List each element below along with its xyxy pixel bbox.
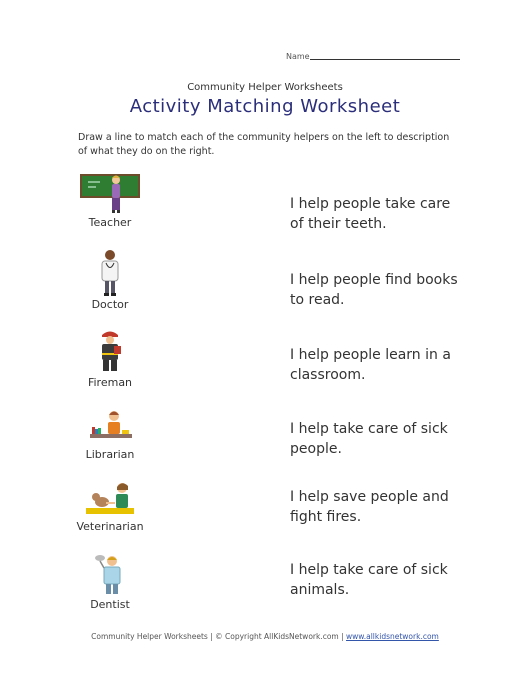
name-line: [310, 59, 460, 60]
helper-doctor: [70, 248, 150, 311]
helper-dentist: [70, 552, 150, 611]
footer-text: Community Helper Worksheets | © Copyright AllKidsNetwork.com |: [91, 632, 347, 641]
description-item: [290, 419, 490, 459]
description-line: of their teeth.: [290, 216, 387, 232]
description-item: [290, 487, 490, 527]
helper-label: Dentist: [90, 598, 130, 611]
helper-teacher: [70, 172, 150, 229]
dentist-illustration: [92, 552, 128, 596]
description-item: [290, 560, 490, 600]
helper-label: Librarian: [85, 448, 135, 461]
description-line: animals.: [290, 582, 350, 598]
worksheet-subtitle: Community Helper Worksheets: [187, 82, 343, 93]
description-line: classroom.: [290, 367, 366, 383]
doctor-illustration: [95, 248, 125, 296]
helper-veterinarian: [70, 480, 150, 533]
helper-librarian: [70, 408, 150, 461]
description-line: I help people take care: [290, 196, 451, 212]
teacher-illustration: [80, 172, 140, 214]
helper-label: Teacher: [88, 216, 132, 229]
helper-label: Fireman: [87, 376, 133, 389]
helper-fireman: [70, 328, 150, 389]
description-line: I help people find books: [290, 272, 458, 288]
description-line: I help people learn in a: [290, 347, 451, 363]
fireman-illustration: [94, 328, 126, 374]
description-item: [290, 345, 490, 385]
veterinarian-illustration: [84, 480, 136, 518]
worksheet-title: Activity Matching Worksheet: [129, 96, 401, 117]
description-line: I help take care of sick: [290, 421, 448, 437]
description-item: [290, 270, 490, 310]
helper-label: Veterinarian: [76, 520, 144, 533]
description-line: I help save people and: [290, 489, 449, 505]
description-line: people.: [290, 441, 342, 457]
instructions: Draw a line to match each of the community helpers on the left to description of what they do on the right.: [78, 132, 450, 157]
helper-label: Doctor: [91, 298, 129, 311]
description-line: I help take care of sick: [290, 562, 448, 578]
name-label: Name: [286, 52, 310, 61]
description-line: to read.: [290, 292, 345, 308]
librarian-illustration: [86, 408, 134, 446]
footer-link[interactable]: www.allkidsnetwork.com: [346, 632, 439, 641]
description-item: [290, 194, 490, 234]
description-line: fight fires.: [290, 509, 362, 525]
footer: [0, 632, 530, 641]
